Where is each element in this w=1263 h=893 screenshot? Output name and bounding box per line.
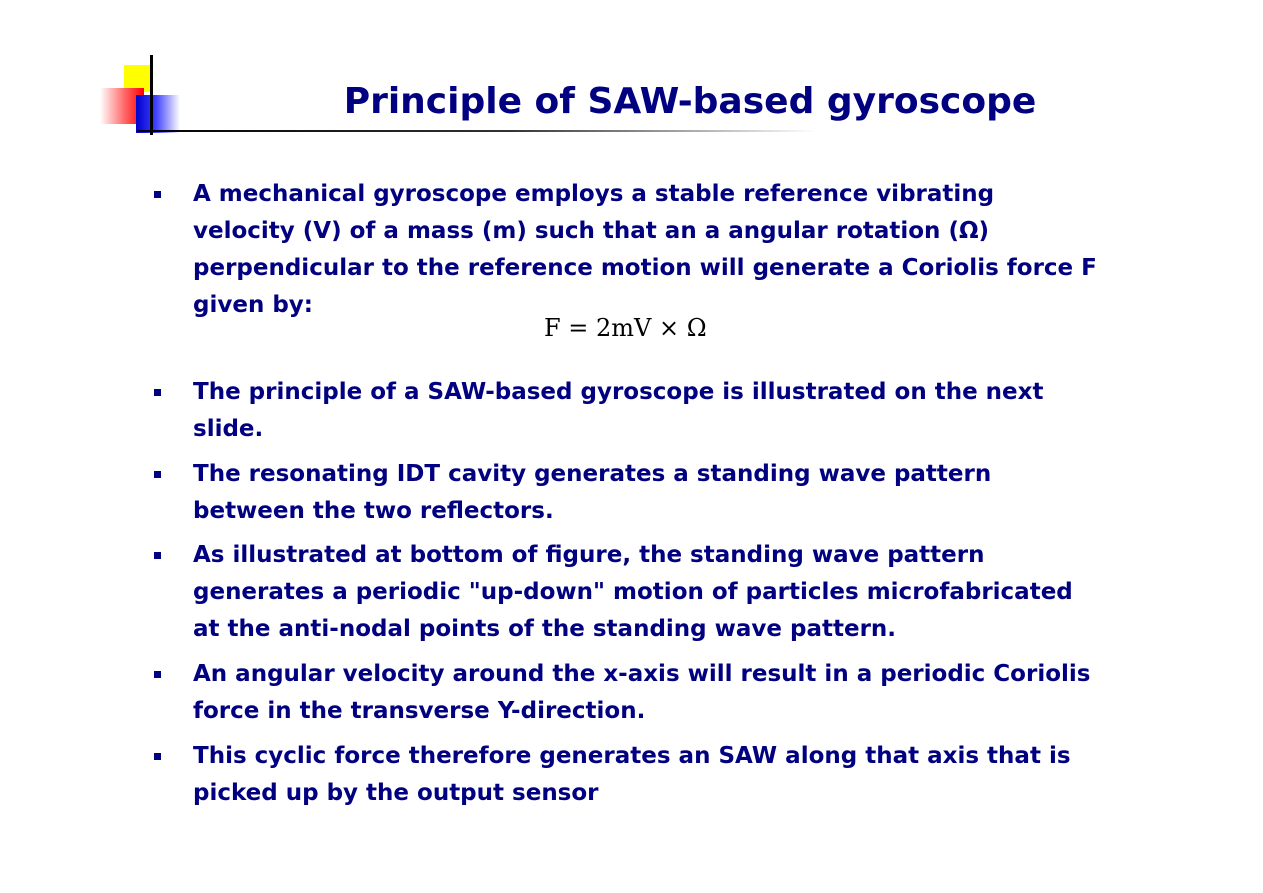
slide-title: Principle of SAW-based gyroscope [343, 81, 1037, 122]
bullet-marker-icon [154, 471, 161, 478]
bullet-text: The principle of a SAW-based gyroscope is illustrated on the next slide. [193, 379, 1044, 442]
bullet-text: The resonating IDT cavity generates a standing wave pattern between the two reflectors. [193, 461, 992, 524]
bullet-marker-icon [154, 191, 161, 198]
bullet-marker-icon [154, 671, 161, 678]
bullet-marker-icon [154, 552, 161, 559]
bullet-text: A mechanical gyroscope employs a stable reference vibrating velocity (V) of a mass (m) such that an a angular rotation (Ω) perpendicular to the reference motion will generate a Coriolis force F given by: [193, 181, 1097, 318]
bullet-marker-icon [154, 753, 161, 760]
bullet-text: As illustrated at bottom of figure, the standing wave pattern generates a periodic "up-down" motion of particles microfabricated at the anti-nodal points of the standing wave pattern. [193, 542, 1073, 642]
coriolis-formula: F = 2mV × Ω [544, 314, 707, 342]
bullet-marker-icon [154, 389, 161, 396]
bullet-text: This cyclic force therefore generates an SAW along that axis that is picked up by the output sensor [193, 743, 1071, 806]
bullet-text: An angular velocity around the x-axis will result in a periodic Coriolis force in the transverse Y-direction. [193, 661, 1091, 724]
